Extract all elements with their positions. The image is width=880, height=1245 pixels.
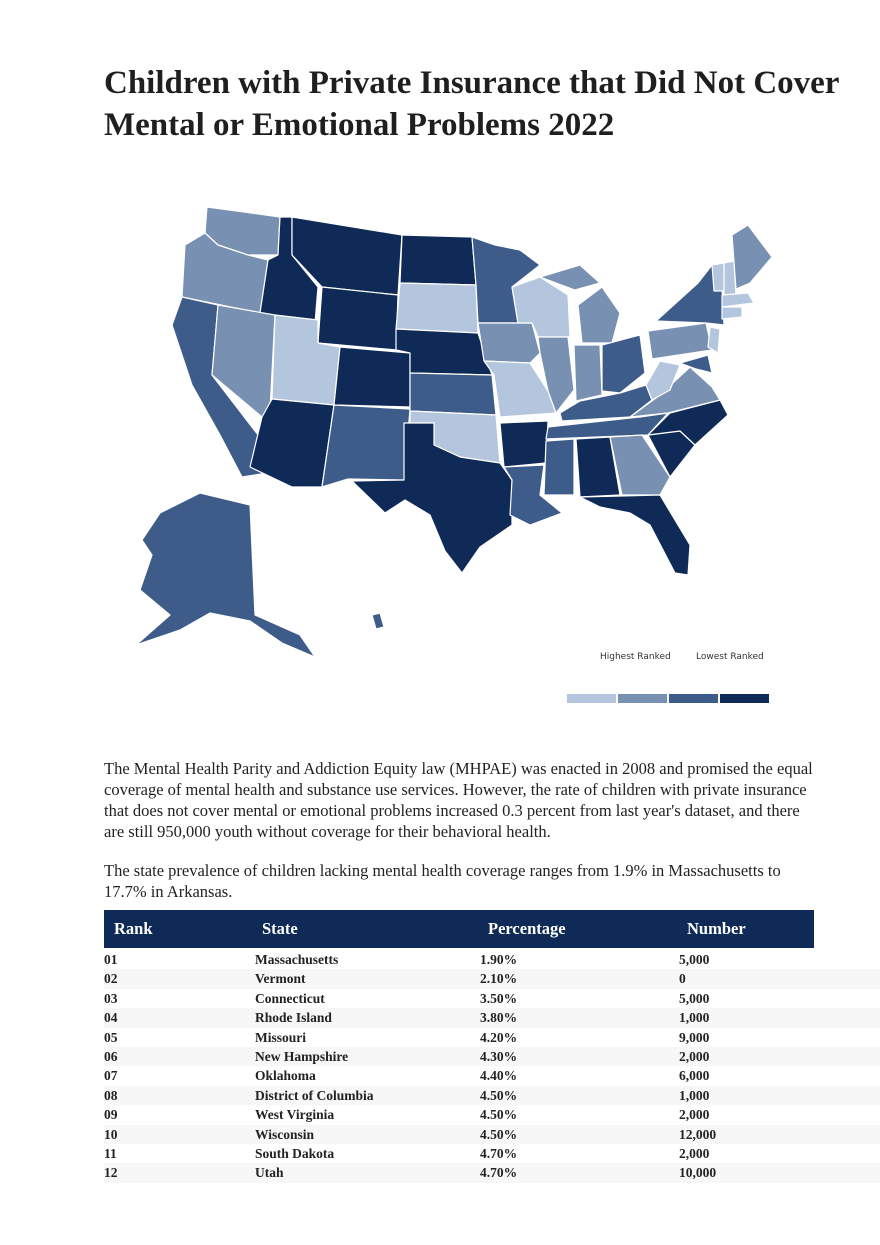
cell-rank: 08 [104, 1087, 118, 1103]
table-row [104, 989, 880, 1008]
cell-rank: 05 [104, 1029, 118, 1045]
state-kansas [410, 373, 496, 415]
table-row [104, 969, 880, 988]
cell-percentage: 3.80% [480, 1010, 518, 1026]
state-south-dakota [396, 283, 478, 333]
table-body [104, 950, 880, 1183]
state-maryland [680, 355, 712, 373]
cell-state: Rhode Island [255, 1010, 332, 1026]
cell-rank: 01 [104, 952, 118, 967]
legend-swatch-4 [720, 694, 769, 703]
cell-rank: 06 [104, 1048, 118, 1064]
cell-state: Utah [255, 1165, 284, 1181]
table-header [104, 910, 814, 948]
state-vermont [712, 263, 724, 291]
cell-rank: 12 [104, 1165, 118, 1181]
table-row [104, 1163, 880, 1182]
cell-state: Massachusetts [255, 952, 339, 967]
cell-number: 2,000 [679, 1107, 710, 1123]
cell-percentage: 1.90% [480, 952, 518, 967]
cell-percentage: 3.50% [480, 990, 518, 1006]
cell-number: 10,000 [679, 1165, 717, 1181]
header-number: Number [687, 919, 746, 938]
cell-rank: 09 [104, 1107, 118, 1123]
state-mississippi [544, 439, 574, 495]
state-alaska [136, 493, 315, 657]
cell-number: 1,000 [679, 1087, 710, 1103]
cell-rank: 04 [104, 1010, 118, 1026]
ranking-table [104, 910, 880, 1183]
cell-rank: 07 [104, 1068, 118, 1084]
cell-number: 5,000 [679, 952, 710, 967]
cell-state: Vermont [255, 971, 306, 987]
cell-state: District of Columbia [255, 1087, 374, 1103]
state-pennsylvania [648, 323, 712, 359]
cell-rank: 11 [104, 1145, 117, 1161]
cell-number: 5,000 [679, 990, 710, 1006]
table-row [104, 1105, 880, 1124]
cell-rank: 02 [104, 971, 118, 987]
cell-number: 1,000 [679, 1010, 710, 1026]
cell-percentage: 4.20% [480, 1029, 518, 1045]
cell-number: 2,000 [679, 1145, 710, 1161]
state-florida [580, 495, 690, 575]
state-arkansas [500, 421, 548, 467]
table-row [104, 950, 880, 969]
cell-state: South Dakota [255, 1145, 335, 1161]
cell-state: West Virginia [255, 1107, 335, 1123]
cell-number: 2,000 [679, 1048, 710, 1064]
state-nebraska [396, 329, 492, 375]
cell-percentage: 4.50% [480, 1087, 518, 1103]
state-indiana [574, 345, 602, 401]
state-wyoming [318, 287, 398, 350]
cell-percentage: 4.30% [480, 1048, 518, 1064]
map-svg [100, 195, 800, 715]
cell-rank: 03 [104, 990, 118, 1006]
legend-low-label: Lowest Ranked [696, 652, 764, 662]
state-north-dakota [400, 235, 476, 285]
table-row [104, 1066, 880, 1085]
table-row [104, 1086, 880, 1105]
cell-number: 6,000 [679, 1068, 710, 1084]
page-title: Children with Private Insurance that Did Not Cover Mental or Emotional Problems 2022 [104, 65, 839, 143]
legend-high-label: Highest Ranked [600, 652, 671, 662]
us-choropleth-map [100, 195, 800, 715]
legend-swatch-1 [567, 694, 616, 703]
cell-percentage: 4.70% [480, 1145, 518, 1161]
table-row [104, 1125, 880, 1144]
legend-swatch-2 [618, 694, 667, 703]
state-maine [732, 225, 772, 289]
cell-state: Missouri [255, 1029, 307, 1045]
cell-percentage: 4.70% [480, 1165, 518, 1181]
state-hawaii [372, 613, 384, 629]
header-rank: Rank [114, 919, 153, 938]
table-row [104, 1144, 880, 1163]
state-ohio [602, 335, 645, 393]
cell-number: 0 [679, 971, 686, 987]
table-row [104, 1047, 880, 1066]
cell-number: 12,000 [679, 1126, 717, 1142]
state-connecticut [722, 307, 742, 319]
cell-percentage: 4.50% [480, 1126, 518, 1142]
range-paragraph: The state prevalence of children lacking mental health coverage ranges from 1.9% in Massachusetts to 17.7% in Arkansas. [104, 861, 781, 901]
cell-rank: 10 [104, 1126, 118, 1142]
state-iowa [478, 323, 540, 363]
intro-paragraph: The Mental Health Parity and Addiction Equity law (MHPAE) was enacted in 2008 and promised the equal coverage of mental health and substance use services. However, the rate of children with private insurance that does not cover mental or emotional problems increased 0.3 percent from last year's dataset, and there are still 950,000 youth without coverage for their behavioral health. [104, 759, 813, 841]
map-legend-bar [567, 694, 769, 703]
cell-percentage: 4.40% [480, 1068, 518, 1084]
cell-percentage: 2.10% [480, 971, 518, 987]
state-massachusetts [722, 293, 754, 307]
cell-state: Oklahoma [255, 1068, 316, 1084]
state-colorado [334, 347, 410, 407]
cell-state: Wisconsin [255, 1126, 315, 1142]
state-new-mexico [322, 405, 410, 487]
cell-state: New Hampshire [255, 1048, 349, 1064]
header-state: State [262, 919, 298, 938]
table-row [104, 1028, 880, 1047]
legend-swatch-3 [669, 694, 718, 703]
cell-number: 9,000 [679, 1029, 710, 1045]
header-percentage: Percentage [488, 919, 566, 938]
table-row [104, 1008, 880, 1027]
cell-percentage: 4.50% [480, 1107, 518, 1123]
cell-state: Connecticut [255, 990, 325, 1006]
